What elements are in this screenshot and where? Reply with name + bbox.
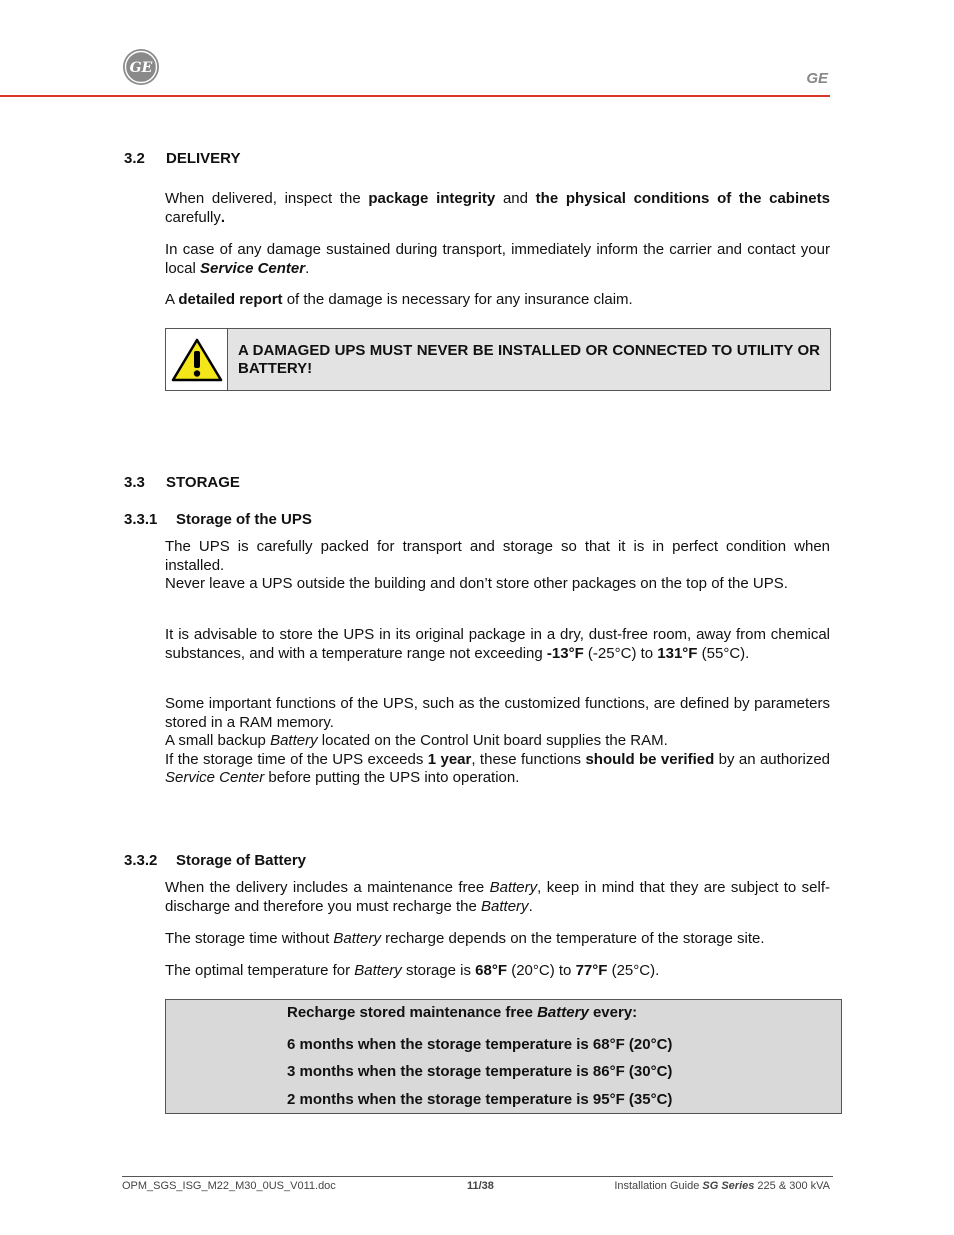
delivery-paragraph-1: When delivered, inspect the package integrity and the physical conditions of the cabinets carefully.: [165, 190, 830, 226]
footer-doc-id: OPM_SGS_ISG_M22_M30_0US_V011.doc: [122, 1180, 336, 1192]
section-title: DELIVERY: [166, 150, 241, 167]
subsection-number: 3.3.2: [124, 852, 158, 869]
section-heading-storage: [124, 474, 240, 491]
logo-text: GE: [129, 60, 153, 76]
footer-rule: [122, 1176, 833, 1177]
recharge-title: Recharge stored maintenance free Battery every:: [287, 1004, 638, 1021]
subsection-title: Storage of Battery: [176, 852, 307, 869]
recharge-box: [165, 999, 842, 1114]
battery-paragraph-3: The optimal temperature for Battery storage is 68°F (20°C) to 77°F (25°C).: [165, 962, 660, 979]
delivery-paragraph-2: In case of any damage sustained during transport, immediately inform the carrier and contact your local Service Center.: [165, 241, 830, 277]
recharge-line: 3 months when the storage temperature is 86°F (30°C): [287, 1063, 673, 1080]
ups-paragraph-1: The UPS is carefully packed for transport and storage so that it is in perfect condition when installed. Never leave a UPS outside the building and don’t store other packages on the top of the UPS.: [165, 538, 830, 592]
warning-icon: [166, 329, 228, 390]
footer-page-number: 11/38: [467, 1180, 494, 1192]
section-number: 3.3: [124, 474, 145, 491]
subsection-title: Storage of the UPS: [176, 511, 312, 528]
section-title: STORAGE: [166, 474, 240, 491]
recharge-line: 2 months when the storage temperature is 95°F (35°C): [287, 1091, 673, 1108]
battery-paragraph-1: When the delivery includes a maintenance free Battery, keep in mind that they are subject to self-discharge and therefore you must recharge the Battery.: [165, 879, 830, 915]
footer-guide-title: Installation Guide SG Series 225 & 300 kVA: [614, 1180, 830, 1192]
subsection-heading-ups: [124, 511, 312, 528]
warning-box: [165, 328, 831, 391]
section-number: 3.2: [124, 150, 145, 167]
ups-paragraph-2: It is advisable to store the UPS in its original package in a dry, dust-free room, away from chemical substances, and with a temperature range not exceeding -13°F (-25°C) to 131°F (55°C).: [165, 626, 830, 662]
ge-logo: [122, 48, 160, 86]
header-rule: [0, 95, 830, 97]
warning-text: A DAMAGED UPS MUST NEVER BE INSTALLED OR CONNECTED TO UTILITY OR BATTERY!: [238, 342, 820, 377]
header-brand: GE: [806, 70, 828, 87]
battery-paragraph-2: The storage time without Battery recharge depends on the temperature of the storage site.: [165, 930, 765, 947]
recharge-line: 6 months when the storage temperature is 68°F (20°C): [287, 1036, 673, 1053]
subsection-number: 3.3.1: [124, 511, 158, 528]
ups-paragraph-3: Some important functions of the UPS, such as the customized functions, are defined by parameters stored in a RAM memory. A small backup Battery located on the Control Unit board supplies the RAM. If the storage time of the UPS exceeds 1 year, these functions should be verified by an authorized Service Center before putting the UPS into operation.: [165, 695, 831, 786]
delivery-paragraph-3: A detailed report of the damage is necessary for any insurance claim.: [165, 291, 633, 308]
section-heading-delivery: [124, 150, 240, 167]
subsection-heading-battery: [124, 852, 306, 869]
